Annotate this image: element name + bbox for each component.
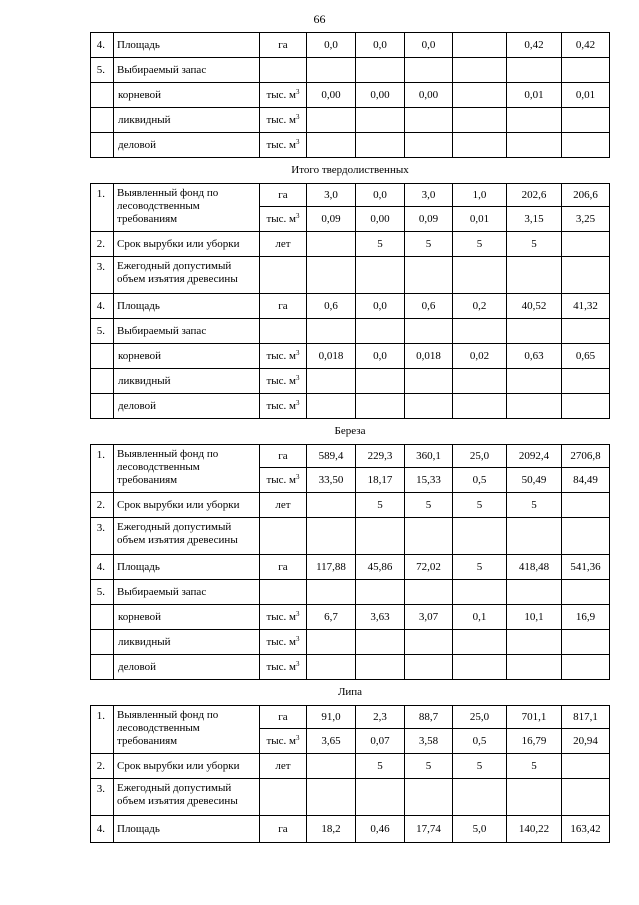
value-cell: 0,1: [453, 605, 507, 630]
table-row: [91, 344, 610, 369]
unit-cell: тыс. $м^3$: [260, 83, 307, 108]
value-cell: 50,49: [507, 468, 562, 493]
row-number: 1.: [91, 184, 114, 232]
value-cell: 3,58: [405, 729, 453, 754]
row-label: Срок вырубки или уборки: [114, 493, 260, 518]
unit-cell: тыс. $м^3$: [260, 207, 307, 232]
table-row: [91, 83, 610, 108]
row-number: 5.: [91, 580, 114, 605]
value-cell: 17,74: [405, 816, 453, 843]
value-cell: 5: [356, 232, 405, 257]
section-header-row: [91, 419, 610, 445]
value-cell: 0,09: [405, 207, 453, 232]
value-cell: 0,00: [356, 83, 405, 108]
value-cell: 0,0: [356, 294, 405, 319]
section-title: Липа: [91, 680, 610, 706]
row-label: ликвидный: [114, 630, 260, 655]
value-cell: 72,02: [405, 555, 453, 580]
value-cell: 140,22: [507, 816, 562, 843]
value-cell: 0,0: [356, 33, 405, 58]
value-cell: 0,6: [307, 294, 356, 319]
row-number: 3.: [91, 779, 114, 816]
value-cell: 0,2: [453, 294, 507, 319]
table-row: [91, 257, 610, 294]
value-cell: 5: [507, 232, 562, 257]
value-cell: 5: [405, 754, 453, 779]
row-label: Площадь: [114, 555, 260, 580]
value-cell: 701,1: [507, 706, 562, 729]
value-cell: [307, 493, 356, 518]
value-cell: 6,7: [307, 605, 356, 630]
value-cell: [453, 83, 507, 108]
value-cell: 589,4: [307, 445, 356, 468]
row-label: корневой: [114, 605, 260, 630]
row-number: 5.: [91, 58, 114, 83]
unit-cell: тыс. $м^3$: [260, 729, 307, 754]
unit-cell: га: [260, 294, 307, 319]
value-cell: 5: [405, 232, 453, 257]
value-cell: 3,15: [507, 207, 562, 232]
value-cell: 3,65: [307, 729, 356, 754]
row-label: ликвидный: [114, 369, 260, 394]
value-cell: 229,3: [356, 445, 405, 468]
row-label: Выявленный фонд по лесоводственным требованиям: [114, 706, 260, 754]
value-cell: 0,00: [405, 83, 453, 108]
row-number: 4.: [91, 555, 114, 580]
value-cell: 5: [356, 754, 405, 779]
value-cell: 0,09: [307, 207, 356, 232]
value-cell: 0,01: [453, 207, 507, 232]
value-cell: 817,1: [562, 706, 610, 729]
table-row: [91, 754, 610, 779]
value-cell: 5: [453, 493, 507, 518]
value-cell: 0,01: [507, 83, 562, 108]
unit-cell: тыс. $м^3$: [260, 108, 307, 133]
section-header-row: [91, 158, 610, 184]
table-row: [91, 493, 610, 518]
row-label: ликвидный: [114, 108, 260, 133]
value-cell: 0,00: [356, 207, 405, 232]
table-row: [91, 816, 610, 843]
section-header-row: [91, 680, 610, 706]
value-cell: 16,9: [562, 605, 610, 630]
value-cell: 0,42: [562, 33, 610, 58]
value-cell: 33,50: [307, 468, 356, 493]
table-row: [91, 605, 610, 630]
value-cell: 0,018: [405, 344, 453, 369]
row-label: Выявленный фонд по лесоводственным требованиям: [114, 184, 260, 232]
unit-cell: га: [260, 184, 307, 207]
row-label: Выбираемый запас: [114, 319, 260, 344]
unit-cell: га: [260, 33, 307, 58]
value-cell: 0,00: [307, 83, 356, 108]
section-title: Береза: [91, 419, 610, 445]
unit-cell: тыс. $м^3$: [260, 605, 307, 630]
row-label: Выявленный фонд по лесоводственным требованиям: [114, 445, 260, 493]
unit-cell: тыс. $м^3$: [260, 394, 307, 419]
value-cell: [453, 33, 507, 58]
value-cell: 25,0: [453, 706, 507, 729]
value-cell: 5: [507, 493, 562, 518]
row-number: 4.: [91, 294, 114, 319]
value-cell: [562, 754, 610, 779]
value-cell: 41,32: [562, 294, 610, 319]
unit-cell: тыс. $м^3$: [260, 344, 307, 369]
value-cell: 0,63: [507, 344, 562, 369]
table-row: [91, 319, 610, 344]
value-cell: 3,0: [405, 184, 453, 207]
table-row: [91, 33, 610, 58]
value-cell: 1,0: [453, 184, 507, 207]
value-cell: 202,6: [507, 184, 562, 207]
value-cell: 0,46: [356, 816, 405, 843]
row-label: Срок вырубки или уборки: [114, 232, 260, 257]
row-number: 3.: [91, 518, 114, 555]
table-row: [91, 232, 610, 257]
table-row: [91, 108, 610, 133]
unit-cell: тыс. $м^3$: [260, 133, 307, 158]
value-cell: 0,42: [507, 33, 562, 58]
row-number: 4.: [91, 816, 114, 843]
row-label: Площадь: [114, 33, 260, 58]
unit-cell: га: [260, 816, 307, 843]
value-cell: 25,0: [453, 445, 507, 468]
value-cell: 3,25: [562, 207, 610, 232]
row-number: 1.: [91, 706, 114, 754]
row-label: Выбираемый запас: [114, 580, 260, 605]
row-label: Ежегодный допустимый объем изъятия древесины: [114, 518, 260, 555]
value-cell: 0,01: [562, 83, 610, 108]
value-cell: 3,0: [307, 184, 356, 207]
table-row: [91, 133, 610, 158]
value-cell: 10,1: [507, 605, 562, 630]
row-label: корневой: [114, 83, 260, 108]
value-cell: 0,0: [356, 344, 405, 369]
value-cell: 0,5: [453, 468, 507, 493]
value-cell: 45,86: [356, 555, 405, 580]
value-cell: 15,33: [405, 468, 453, 493]
row-number: 2.: [91, 493, 114, 518]
value-cell: 18,17: [356, 468, 405, 493]
value-cell: [562, 232, 610, 257]
row-label: деловой: [114, 655, 260, 680]
row-label: Площадь: [114, 816, 260, 843]
unit-cell: лет: [260, 754, 307, 779]
table-row: [91, 184, 610, 207]
unit-cell: тыс. $м^3$: [260, 468, 307, 493]
row-label: Ежегодный допустимый объем изъятия древесины: [114, 257, 260, 294]
unit-cell: тыс. $м^3$: [260, 369, 307, 394]
value-cell: [307, 232, 356, 257]
page-number: 66: [313, 12, 326, 26]
value-cell: 5: [507, 754, 562, 779]
table-row: [91, 369, 610, 394]
table-row: [91, 518, 610, 555]
table-row: [91, 394, 610, 419]
value-cell: 0,0: [405, 33, 453, 58]
unit-cell: га: [260, 706, 307, 729]
value-cell: 117,88: [307, 555, 356, 580]
unit-cell: га: [260, 555, 307, 580]
value-cell: 5,0: [453, 816, 507, 843]
value-cell: 40,52: [507, 294, 562, 319]
value-cell: 5: [453, 555, 507, 580]
value-cell: 360,1: [405, 445, 453, 468]
value-cell: 418,48: [507, 555, 562, 580]
value-cell: 18,2: [307, 816, 356, 843]
row-label: корневой: [114, 344, 260, 369]
value-cell: 5: [405, 493, 453, 518]
value-cell: 16,79: [507, 729, 562, 754]
table-row: [91, 555, 610, 580]
value-cell: 0,02: [453, 344, 507, 369]
value-cell: 91,0: [307, 706, 356, 729]
value-cell: 0,65: [562, 344, 610, 369]
value-cell: 20,94: [562, 729, 610, 754]
value-cell: 0,5: [453, 729, 507, 754]
value-cell: 2,3: [356, 706, 405, 729]
value-cell: 5: [453, 232, 507, 257]
value-cell: 88,7: [405, 706, 453, 729]
table-row: [91, 779, 610, 816]
row-number: 2.: [91, 754, 114, 779]
value-cell: 5: [453, 754, 507, 779]
value-cell: 5: [356, 493, 405, 518]
row-number: 2.: [91, 232, 114, 257]
unit-cell: лет: [260, 493, 307, 518]
table-row: [91, 445, 610, 468]
unit-cell: лет: [260, 232, 307, 257]
table-row: [91, 630, 610, 655]
row-label: деловой: [114, 394, 260, 419]
value-cell: 2706,8: [562, 445, 610, 468]
unit-cell: тыс. $м^3$: [260, 630, 307, 655]
value-cell: 163,42: [562, 816, 610, 843]
row-label: Выбираемый запас: [114, 58, 260, 83]
row-label: Площадь: [114, 294, 260, 319]
row-label: Срок вырубки или уборки: [114, 754, 260, 779]
value-cell: 3,07: [405, 605, 453, 630]
table-row: [91, 655, 610, 680]
value-cell: 0,6: [405, 294, 453, 319]
unit-cell: га: [260, 445, 307, 468]
row-number: 4.: [91, 33, 114, 58]
row-number: 3.: [91, 257, 114, 294]
value-cell: [307, 754, 356, 779]
table-row: [91, 58, 610, 83]
value-cell: 541,36: [562, 555, 610, 580]
value-cell: 3,63: [356, 605, 405, 630]
row-label: Ежегодный допустимый объем изъятия древесины: [114, 779, 260, 816]
value-cell: 2092,4: [507, 445, 562, 468]
value-cell: 84,49: [562, 468, 610, 493]
table-row: [91, 580, 610, 605]
value-cell: 0,0: [307, 33, 356, 58]
value-cell: 0,018: [307, 344, 356, 369]
value-cell: 0,0: [356, 184, 405, 207]
value-cell: [562, 493, 610, 518]
row-number: 5.: [91, 319, 114, 344]
unit-cell: тыс. $м^3$: [260, 655, 307, 680]
forest-stock-table: [90, 32, 610, 843]
row-label: деловой: [114, 133, 260, 158]
table-row: [91, 294, 610, 319]
row-number: 1.: [91, 445, 114, 493]
section-title: Итого твердолиственных: [91, 158, 610, 184]
value-cell: 0,07: [356, 729, 405, 754]
table-row: [91, 706, 610, 729]
value-cell: 206,6: [562, 184, 610, 207]
